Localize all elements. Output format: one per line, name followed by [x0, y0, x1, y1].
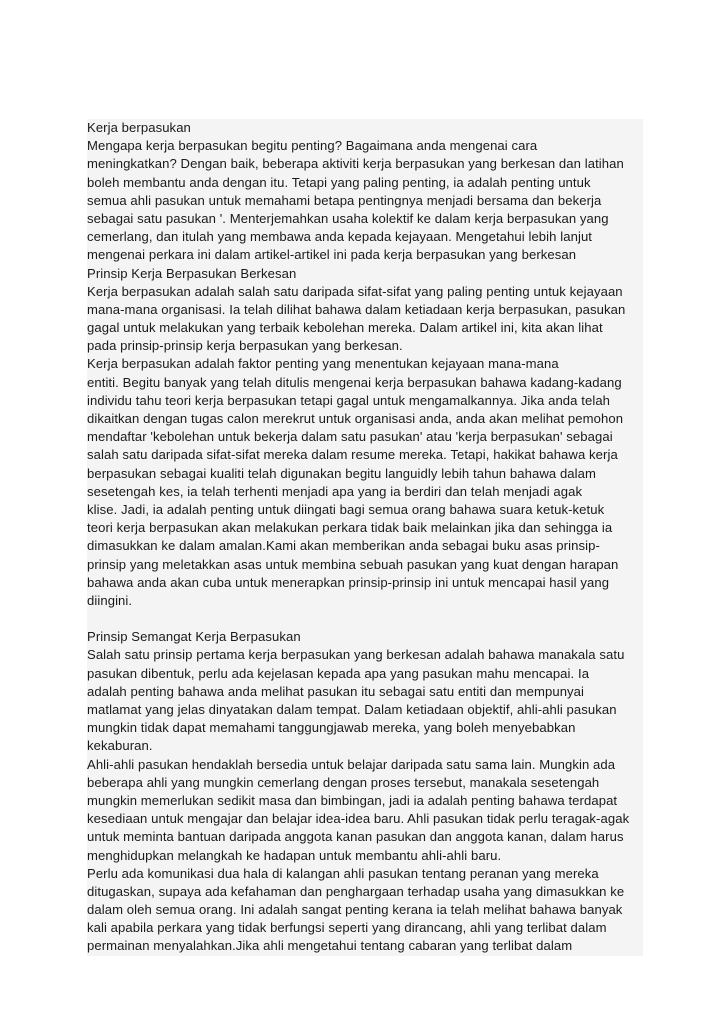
text-line: dikaitkan dengan tugas calon merekrut untuk organisasi anda, anda akan melihat pemohon	[87, 411, 624, 426]
text-line: individu tahu teori kerja berpasukan tetapi gagal untuk mengamalkannya. Jika anda telah	[87, 392, 611, 408]
text-line: dimasukkan ke dalam amalan.Kami akan memberikan anda sebagai buku asas prinsip-	[87, 538, 600, 554]
text-line: Ahli-ahli pasukan hendaklah bersedia untuk belajar daripada satu sama lain. Mungkin ada	[87, 756, 616, 772]
text-line: kesediaan untuk mengajar dan belajar idea-idea baru. Ahli pasukan tidak perlu teragak-agak	[87, 811, 630, 827]
text-line: gagal untuk melakukan yang terbaik kebolehan mereka. Dalam artikel ini, kita akan lihat	[87, 320, 603, 336]
text-line: Perlu ada komunikasi dua hala di kalangan ahli pasukan tentang peranan yang mereka	[87, 865, 599, 881]
text-line: Kerja berpasukan adalah salah satu daripada sifat-sifat yang paling penting untuk kejayaan	[87, 283, 623, 299]
text-line: menghidupkan melangkah ke hadapan untuk membantu ahli-ahli baru.	[87, 847, 502, 863]
text-line: sebagai satu pasukan '. Menterjemahkan usaha kolektif ke dalam kerja berpasukan yang	[87, 210, 609, 226]
blank-line	[87, 610, 643, 628]
text-line: beberapa ahli yang mungkin cemerlang dengan proses tersebut, manakala sesetengah	[87, 774, 600, 790]
text-line: mendaftar 'kebolehan untuk bekerja dalam satu pasukan' atau 'kerja berpasukan' sebagai	[87, 429, 613, 445]
text-line: teori kerja berpasukan akan melakukan perkara tidak baik melainkan jika dan sehingga ia	[87, 520, 613, 536]
text-line: dalam oleh semua orang. Ini adalah sangat penting kerana ia telah melihat bahawa banyak	[87, 902, 623, 918]
text-line: Prinsip Kerja Berpasukan Berkesan	[87, 265, 297, 281]
text-line: matlamat yang jelas dinyatakan dalam tempat. Dalam ketiadaan objektif, ahli-ahli pasukan	[87, 702, 617, 717]
text-line: berpasukan sebagai kualiti telah digunakan begitu languidly lebih tahun bahawa dalam	[87, 465, 597, 481]
text-line: pada prinsip-prinsip kerja berpasukan yang berkesan.	[87, 338, 403, 354]
text-line: klise. Jadi, ia adalah penting untuk diingati bagi semua orang bahawa suara ketuk-ketuk	[87, 501, 605, 517]
text-line: ditugaskan, supaya ada kefahaman dan penghargaan terhadap usaha yang dimasukkan ke	[87, 883, 625, 899]
text-line: untuk meminta bantuan daripada anggota kanan pasukan dan anggota kanan, dalam harus	[87, 829, 624, 845]
text-line: entiti. Begitu banyak yang telah ditulis mengenai kerja berpasukan bahawa kadang-kadang	[87, 374, 622, 390]
text-line: prinsip yang meletakkan asas untuk membina sebuah pasukan yang kuat dengan harapan	[87, 556, 619, 572]
text-line: meningkatkan? Dengan baik, beberapa aktiviti kerja berpasukan yang berkesan dan latihan	[87, 156, 624, 172]
text-line: Mengapa kerja berpasukan begitu penting? Bagaimana anda mengenai cara	[87, 138, 538, 154]
text-line: permainan menyalahkan.Jika ahli mengetahui tentang cabaran yang terlibat dalam	[87, 938, 573, 954]
text-line: mana-mana organisasi. Ia telah dilihat bahawa dalam ketiadaan kerja berpasukan, pasukan	[87, 301, 626, 317]
text-line: pasukan dibentuk, perlu ada kejelasan kepada apa yang pasukan mahu mencapai. Ia	[87, 665, 590, 681]
text-line: Kerja berpasukan	[87, 120, 191, 135]
text-line: mungkin tidak dapat memahami tanggungjawab mereka, yang boleh menyebabkan	[87, 720, 576, 736]
text-line: semua ahli pasukan untuk memahami betapa pentingnya menjadi bersama dan bekerja	[87, 192, 602, 208]
text-line: sesetengah kes, ia telah terhenti menjadi apa yang ia berdiri dan telah menjadi agak	[87, 483, 583, 499]
text-line: salah satu daripada sifat-sifat mereka dalam resume mereka. Tetapi, hakikat bahawa kerja	[87, 447, 618, 463]
text-line: boleh membantu anda dengan itu. Tetapi yang paling penting, ia adalah penting untuk	[87, 174, 591, 190]
text-line: bahawa anda akan cuba untuk menerapkan prinsip-prinsip ini untuk mencapai hasil yang	[87, 574, 610, 590]
text-line: mengenai perkara ini dalam artikel-artikel ini pada kerja berpasukan yang berkesan	[87, 247, 577, 263]
text-line: adalah penting bahawa anda melihat pasukan itu sebagai satu entiti dan mempunyai	[87, 683, 585, 699]
text-line: cemerlang, dan itulah yang membawa anda kepada kejayaan. Mengetahui lebih lanjut	[87, 229, 593, 245]
text-line: mungkin memerlukan sedikit masa dan bimbingan, jadi ia adalah penting bahawa terdapat	[87, 792, 618, 808]
text-line: Prinsip Semangat Kerja Berpasukan	[87, 629, 301, 645]
text-line: kali apabila perkara yang tidak berfungsi seperti yang dirancang, ahli yang terlibat dalam	[87, 920, 607, 936]
text-line: diingini.	[87, 592, 133, 608]
document-text	[87, 119, 643, 956]
text-line: Kerja berpasukan adalah faktor penting yang menentukan kejayaan mana-mana	[87, 356, 559, 372]
text-line: kekaburan.	[87, 738, 153, 754]
text-line: Salah satu prinsip pertama kerja berpasukan yang berkesan adalah bahawa manakala satu	[87, 647, 625, 663]
